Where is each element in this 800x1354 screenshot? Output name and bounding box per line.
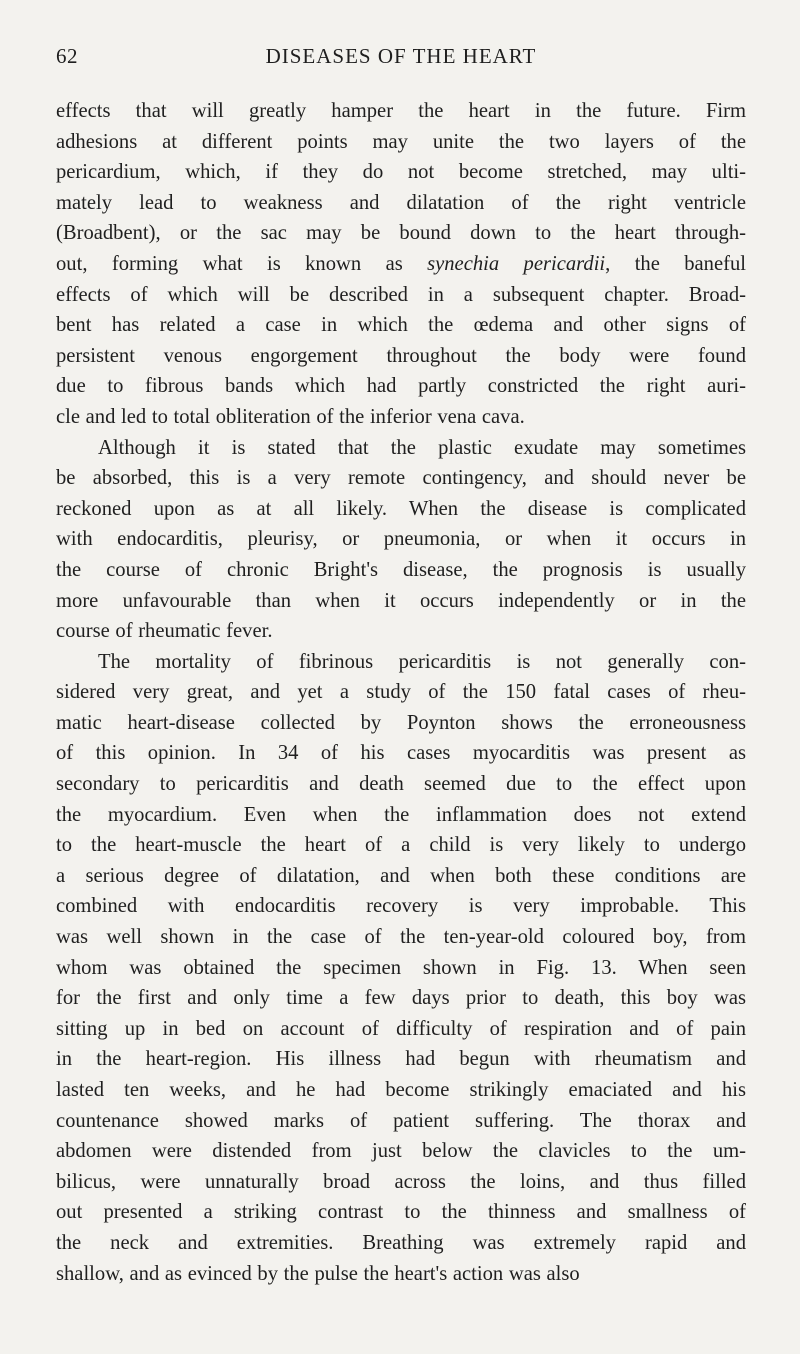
text-line: countenance showed marks of patient suffering. The thorax and	[56, 1109, 746, 1132]
text-line: abdomen were distended from just below the clavicles to the um-	[56, 1140, 746, 1163]
text-line: due to fibrous bands which had partly constricted the right auri-	[56, 375, 746, 398]
text-line: the course of chronic Bright's disease, the prognosis is usually	[56, 558, 746, 581]
text-line: reckoned upon as at all likely. When the disease is complicated	[56, 497, 746, 520]
text-line: combined with endocarditis recovery is very improbable. This	[56, 895, 746, 918]
text-line: was well shown in the case of the ten-year-old coloured boy, from	[56, 926, 746, 949]
text-line: lasted ten weeks, and he had become strikingly emaciated and his	[56, 1079, 746, 1101]
text-line: pericardium, which, if they do not become stretched, may ulti-	[56, 161, 746, 184]
text-line: course of rheumatic fever.	[56, 620, 273, 643]
text-line: effects that will greatly hamper the heart in the future. Firm	[56, 100, 746, 122]
text-line: Although it is stated that the plastic exudate may sometimes	[98, 436, 746, 459]
text-line: (Broadbent), or the sac may be bound down to the heart through-	[56, 222, 746, 245]
text-line: cle and led to total obliteration of the inferior vena cava.	[56, 405, 525, 428]
body-text	[56, 96, 746, 1289]
text-line: whom was obtained the specimen shown in Fig. 13. When seen	[56, 956, 746, 979]
text-line: effects of which will be described in a subsequent chapter. Broad-	[56, 283, 746, 306]
text-line: the myocardium. Even when the inflammation does not extend	[56, 803, 746, 826]
text-line: sidered very great, and yet a study of the 150 fatal cases of rheu-	[56, 681, 746, 704]
paragraph-1	[56, 96, 746, 433]
text-line: mately lead to weakness and dilatation of the right ventricle	[56, 191, 746, 214]
text-line: a serious degree of dilatation, and when both these conditions are	[56, 864, 746, 887]
text-line: adhesions at different points may unite the two layers of the	[56, 130, 746, 153]
text-line: be absorbed, this is a very remote contingency, and should never be	[56, 467, 746, 490]
text-line: in the heart-region. His illness had begun with rheumatism and	[56, 1048, 746, 1071]
running-head	[56, 44, 746, 78]
text-line: the neck and extremities. Breathing was extremely rapid and	[56, 1231, 746, 1254]
running-title: DISEASES OF THE HEART	[265, 44, 537, 68]
text-line: out, forming what is known as synechia pericardii, the baneful	[56, 252, 746, 275]
latin-term: synechia pericardii	[427, 252, 606, 275]
text-line: with endocarditis, pleurisy, or pneumonia, or when it occurs in	[56, 528, 746, 551]
text-line: of this opinion. In 34 of his cases myocarditis was present as	[56, 742, 746, 765]
book-page	[56, 44, 746, 1289]
text-line: bilicus, were unnaturally broad across the loins, and thus filled	[56, 1170, 746, 1193]
paragraph-2	[56, 433, 746, 647]
text-line: for the first and only time a few days prior to death, this boy was	[56, 987, 746, 1010]
text-line: The mortality of fibrinous pericarditis is not generally con-	[98, 650, 746, 673]
paragraph-3	[56, 647, 746, 1289]
text-line: secondary to pericarditis and death seemed due to the effect upon	[56, 773, 746, 796]
text-line: to the heart-muscle the heart of a child is very likely to undergo	[56, 834, 746, 857]
text-line: sitting up in bed on account of difficulty of respiration and of pain	[56, 1017, 746, 1040]
text-line: persistent venous engorgement throughout the body were found	[56, 344, 746, 367]
text-line: matic heart-disease collected by Poynton shows the erroneousness	[56, 711, 746, 734]
text-line: more unfavourable than when it occurs independently or in the	[56, 589, 746, 612]
text-line: out presented a striking contrast to the thinness and smallness of	[56, 1201, 746, 1224]
text-line: shallow, and as evinced by the pulse the heart's action was also	[56, 1262, 580, 1285]
text-line: bent has related a case in which the œdema and other signs of	[56, 314, 746, 337]
page-number: 62	[56, 44, 78, 68]
